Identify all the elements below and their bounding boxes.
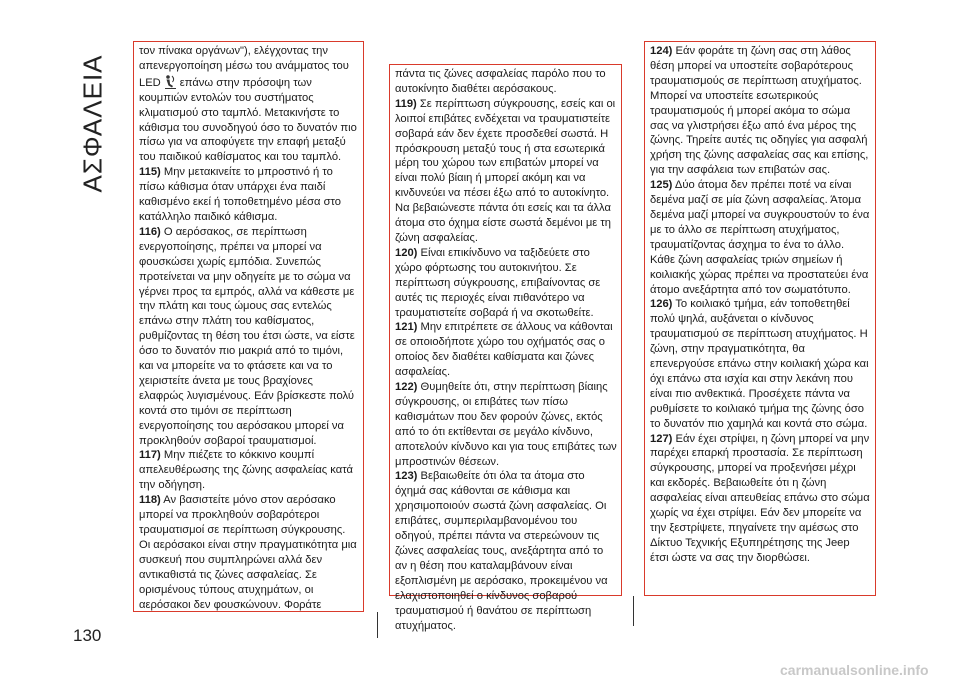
warning-number: 119) [395, 97, 417, 110]
warning-number: 123) [395, 470, 418, 483]
warning-item [139, 493, 359, 612]
warning-text: Δύο άτομα δεν πρέπει ποτέ να είναι δεμένα μαζί σε μία ζώνη ασφαλείας. Άτομα δεμένα μαζί μπορεί να συγκρουστούν το ένα με το άλλο σε περίπτωση ατυχήματος, τραυματίζοντας άσχημα το ένα το άλλο. Κάθε ζώνη ασφαλείας τριών σημείων ή κοιλιακής χώρας πρέπει να προστατεύει ένα άτομο ανεξάρτητα από τον σωματότυπο. [650, 179, 870, 296]
warnings-column-2 [389, 64, 622, 632]
section-title-vertical [68, 38, 118, 208]
warning-number: 124) [650, 45, 673, 57]
warnings-column-3 [644, 41, 876, 596]
warning-text: Σε περίπτωση σύγκρουσης, εσείς και οι λοιποί επιβάτες ενδέχεται να τραυματιστείτε σοβαρά εάν δεν έχετε προσδεθεί σωστά. Η πρόσκρουση μεταξύ τους ή στα εσωτερικά μέρη του χώρου των επιβατών μπορεί να είναι πολύ βίαιη ή μπορεί ακόμη και να κινδυνεύει να πέσει έξω από το αυτοκίνητο. Να βεβαιώνεστε πάντα ότι εσείς και τα άλλα άτομα στο όχημα είστε σωστά δεμένοι με τη ζώνη ασφαλείας. [395, 97, 616, 244]
paragraph-continued [139, 44, 359, 165]
warning-text: Μην πιέζετε το κόκκινο κουμπί απελευθέρωσης της ζώνης ασφαλείας κατά την οδήγηση. [139, 449, 353, 492]
warning-item [395, 320, 617, 380]
paragraph-text: τον πίνακα οργάνων"), ελέγχοντας την απενεργοποίηση μέσω του ανάμματος του LED [139, 45, 349, 89]
warnings-column-1 [133, 41, 364, 612]
warning-number: 127) [650, 432, 673, 445]
warning-number: 118) [139, 494, 161, 507]
warning-number: 121) [395, 321, 418, 334]
paragraph-text: επάνω στην πρόσοψη των κουμπιών εντολών του συστήματος κλιματισμού στο ταμπλό. Μετακινήστε το κάθισμα του συνοδηγού όσο το δυνατόν πιο πίσω για να αποφύγετε την επαφή μεταξύ του παιδικού καθίσματος και του ταμπλό. [139, 76, 357, 164]
watermark: carmanualsonline.info [780, 662, 929, 678]
warning-item [139, 225, 359, 449]
warning-text: Βεβαιωθείτε ότι όλα τα άτομα στο όχημά σας κάθονται σε κάθισμα και χρησιμοποιούν σωστά ζώνη ασφαλείας. Οι επιβάτες, συμπεριλαμβανομένου του οδηγού, πρέπει πάντα να στερεώνουν τις ζώνες ασφαλείας τους, ανεξάρτητα από το αν η θέση που καταλαμβάνουν είναι εξοπλισμένη με αερόσακο, προκειμένου να ελαχιστοποιηθεί ο κίνδυνος σοβαρού τραυματισμού ή θανάτου σε περίπτωση ατυχήματος. [395, 470, 608, 632]
warning-text: Εάν φοράτε τη ζώνη σας στη λάθος θέση μπορεί να υποστείτε σοβαρότερους τραυματισμούς σε περίπτωση ατυχήματος. Μπορεί να υποστείτε εσωτερικούς τραυματισμούς ή μπορεί ακόμα το σώμα σας να γλιστρήσει έξω από ένα μέρος της ζώνης. Τηρείτε αυτές τις οδηγίες για ασφαλή χρήση της ζώνης ασφαλείας σας και επίσης, για την ασφάλεια των επιβατών σας. [650, 45, 869, 177]
warning-text: Εάν έχει στρίψει, η ζώνη μπορεί να μην παρέχει επαρκή προστασία. Σε περίπτωση σύγκρουσης, μπορεί να προξενήσει μέχρι και εκδορές. Βεβαιωθείτε ότι η ζώνη ασφαλείας είναι απευθείας επάνω στο σώμα χωρίς να έχει στρίψει. Εάν δεν μπορείτε να την ξεστρίψετε, πηγαίνετε την αμέσως στο Δίκτυο Τεχνικής Εξυπηρέτησης της Jeep έτσι ώστε να σας την διορθώσει. [650, 432, 870, 564]
page-number: 130 [73, 626, 102, 645]
warning-text: Ο αερόσακος, σε περίπτωση ενεργοποίησης, πρέπει να μπορεί να φουσκώσει χωρίς εμπόδια. Συνεπώς προτείνεται να μην οδηγείτε με το σώμα να γέρνει προς τα εμπρός, αλλά να κάθεστε με την πλάτη και τους ώμους σας εντελώς επάνω στην πλάτη του καθίσματος, ρυθμίζοντας τη θέση του έτσι ώστε, να είστε όσο το δυνατόν πιο μακριά από το τιμόνι, και να μπορείτε να το φτάσετε και να το χειριστείτε άνετα με τους βραχίονες ελαφρώς λυγισμένους. Εάν βρίσκεστε πολύ κοντά στο τιμόνι σε περίπτωση ενεργοποίησης του αερόσακου μπορεί να προκληθούν σοβαροί τραυματισμοί. [139, 225, 355, 447]
warning-number: 117) [139, 449, 161, 462]
warning-item [650, 44, 871, 178]
warning-text: Το κοιλιακό τμήμα, εάν τοποθετηθεί πολύ ψηλά, αυξάνεται ο κίνδυνος τραυματισμού σε περίπτωση ατυχήματος. Η ζώνη, στην πραγματικότητα, θα επενεργούσε επάνω στην κοιλιακή χώρα και όχι επάνω στα ισχία και στην λεκάνη που είναι πιο ανθεκτικά. Προσέχετε πάντα να ρυθμίσετε το κοιλιακό τμήμα της ζώνης όσο το δυνατόν πιο χαμηλά και κοντά στο σώμα. [650, 298, 869, 430]
warning-item [395, 380, 617, 469]
warning-text: Μην μετακινείτε το μπροστινό ή το πίσω κάθισμα όταν υπάρχει ένα παιδί καθισμένο εκεί ή τοποθετημένο μέσα στο κατάλληλο παιδικό κάθισμα. [139, 166, 342, 223]
paragraph-continued: πάντα τις ζώνες ασφαλείας παρόλο που το αυτοκίνητο διαθέτει αερόσακους. [395, 68, 606, 95]
warning-text: Αν βασιστείτε μόνο στον αερόσακο μπορεί να προκληθούν σοβαρότεροι τραυματισμοί σε περίπτωση σύγκρουσης. Οι αερόσακοι είναι στην πραγματικότητα μια συσκευή που συμπληρώνει αλλά δεν αντικαθιστά τις ζώνες ασφαλείας. Σε ορισμένους τύπους ατυχημάτων, οι αερόσακοι δεν φουσκώνουν. Φοράτε [139, 494, 357, 611]
column-divider [377, 612, 378, 638]
warning-item [395, 246, 617, 321]
section-title-text: ΑΣΦΑΛΕΙΑ [77, 53, 108, 193]
warning-item [139, 448, 359, 493]
warning-text: Μην επιτρέπετε σε άλλους να κάθονται σε οποιοδήποτε χώρο του οχήματός σας ο οποίος δεν διαθέτει καθίσματα και ζώνες ασφαλείας. [395, 321, 613, 379]
warning-item [650, 178, 871, 297]
column-divider [633, 596, 634, 626]
warning-item [650, 432, 871, 566]
warning-number: 122) [395, 381, 418, 394]
warning-item [650, 297, 871, 431]
warning-number: 115) [139, 166, 161, 179]
warning-number: 125) [650, 179, 673, 192]
warning-item [395, 469, 617, 633]
warning-item [395, 97, 617, 246]
warning-number: 126) [650, 298, 673, 311]
warning-number: 120) [395, 246, 418, 259]
passenger-airbag-off-led-icon [164, 74, 177, 90]
warning-number: 116) [139, 225, 161, 238]
warning-text: Είναι επικίνδυνο να ταξιδεύετε στο χώρο φόρτωσης του αυτοκινήτου. Σε περίπτωση σύγκρουσης, επιβαίνοντας σε αυτές τις περιοχές είναι πιθανότερο να τραυματιστείτε σοβαρά ή να σκοτωθείτε. [395, 246, 601, 319]
warning-item [139, 165, 359, 225]
warning-text: Θυμηθείτε ότι, στην περίπτωση βίαιης σύγκρουσης, οι επιβάτες των πίσω καθισμάτων που δεν φορούν ζώνες, εκτός από το ότι εκτίθενται σε μεγάλο κίνδυνο, αποτελούν κίνδυνο και για τους επιβάτες των μπροστινών θέσεων. [395, 381, 617, 468]
